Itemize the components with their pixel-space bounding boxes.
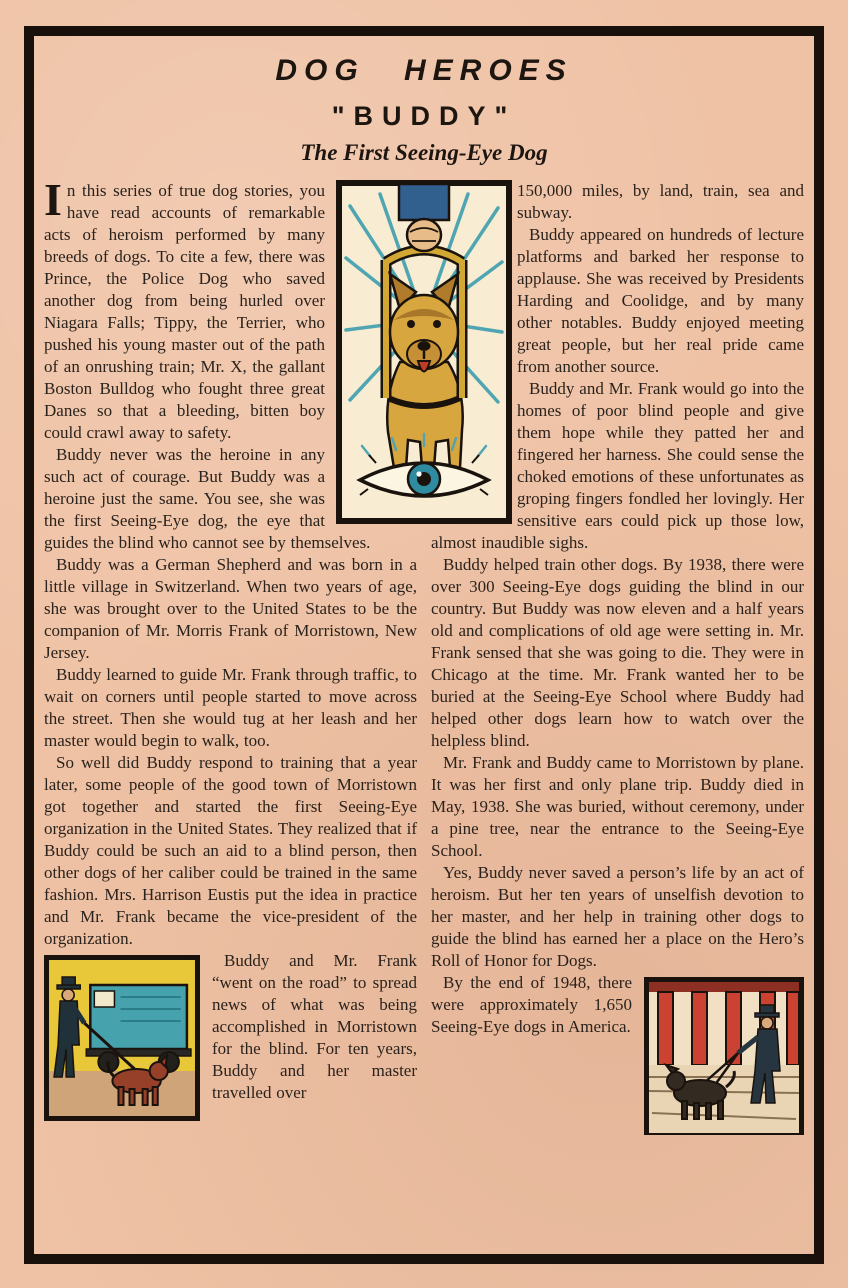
paragraph-right-6: Yes, Buddy never saved a person’s life by an act of heroism. But her ten years of unselfish devotion to her master, and her help in training other dogs to guide the blind has earned her a place on the Hero’s Roll of Honor for Dogs. (431, 863, 804, 970)
paragraph-right-2: Buddy appeared on hundreds of lecture platforms and barked her response to applause. She was received by Presidents Harding and Coolidge, and by many other notables. Buddy enjoyed meeting great people, but her real pride came from another source. (517, 225, 804, 376)
page-frame (24, 26, 824, 1264)
paragraph-left-3: Buddy was a German Shepherd and was born in a little village in Switzerland. When two years of age, she was brought over to the United States to be the companion of Mr. Morris Frank of Morristown, New Jersey. (44, 555, 417, 662)
paragraph-right-4: Buddy helped train other dogs. By 1938, there were over 300 Seeing-Eye dogs guiding the blind in our country. But Buddy was now eleven and a half years old and complications of old age were setting in. Mr. Frank sensed that she was going to die. They were in Chicago at the time. Mr. Frank wanted her to be buried at the Seeing-Eye School where Buddy had helped other dogs learn how to watch over the helpless blind. (431, 555, 804, 750)
paragraph-right-7: By the end of 1948, there were approximately 1,650 Seeing-Eye dogs in America. (431, 973, 632, 1036)
story-subtitle: "BUDDY" (331, 101, 517, 131)
guide-dog-crossing-illustration (644, 977, 804, 1135)
dog-and-eye-illustration-art (336, 180, 512, 524)
guide-dog-truck-illustration-art (44, 955, 200, 1121)
drop-cap: I (44, 174, 62, 225)
paragraph-left-4: Buddy learned to guide Mr. Frank through traffic, to wait on corners until people started to move across the street. Then she would tug at her leash and her master would begin to walk, too. (44, 665, 417, 750)
dog-and-eye-illustration (336, 180, 512, 524)
paragraph-left-2: Buddy never was the heroine in any such act of courage. But Buddy was a heroine just the same. You see, she was the first Seeing-Eye dog, the eye that guides the blind who cannot see by themselves. (44, 445, 371, 552)
paragraph-left-6: Buddy and Mr. Frank “went on the road” to spread news of what was being accomplished in Morristown for the blind. For ten years, Buddy and her master travelled over (212, 951, 417, 1102)
paragraph-right-3: Buddy and Mr. Frank would go into the homes of poor blind people and give them hope while they patted her and fingered her harness. She could sense the choked emotions of these unfortunates as groping fingers fondled her lovingly. Her sensitive ears could pick up those low, almost inaudible sighs. (431, 379, 804, 552)
guide-dog-truck-illustration (44, 955, 200, 1121)
paragraph-right-1: 150,000 miles, by land, train, sea and subway. (517, 181, 804, 222)
story-header (42, 42, 806, 166)
paragraph-right-5: Mr. Frank and Buddy came to Morristown by plane. It was her first and only plane trip. Buddy died in May, 1938. She was buried, without ceremony, under a pine tree, near the entrance to the Seeing-Eye School. (431, 753, 804, 860)
guide-dog-crossing-illustration-art (644, 977, 804, 1135)
paragraph-left-5: So well did Buddy respond to training that a year later, some people of the good town of Morristown got together and started the first Seeing-Eye organization in the United States. They realized that if Buddy could be such an aid to a blind person, then other dogs of her caliber could be trained in the same fashion. Mrs. Harrison Eustis put the idea in practice and Mr. Frank became the vice-president of the organization. (44, 753, 417, 948)
page-inner (42, 42, 806, 1248)
story-tagline: The First Seeing-Eye Dog (300, 140, 548, 165)
story-content (44, 174, 804, 1135)
paragraph-left-1-text: n this series of true dog stories, you have read accounts of remarkable acts of heroism performed by many breeds of dogs. To cite a few, there was Prince, the Police Dog who saved another dog from being hurled over Niagara Falls; Tippy, the Terrier, who pushed his young master out of the path of an onrushing train; Mr. X, the gallant Boston Bulldog who fought three great Danes so that a bleeding, bitten boy could crawl away to safety. (44, 181, 325, 442)
story-title: DOG HEROES (275, 54, 573, 87)
